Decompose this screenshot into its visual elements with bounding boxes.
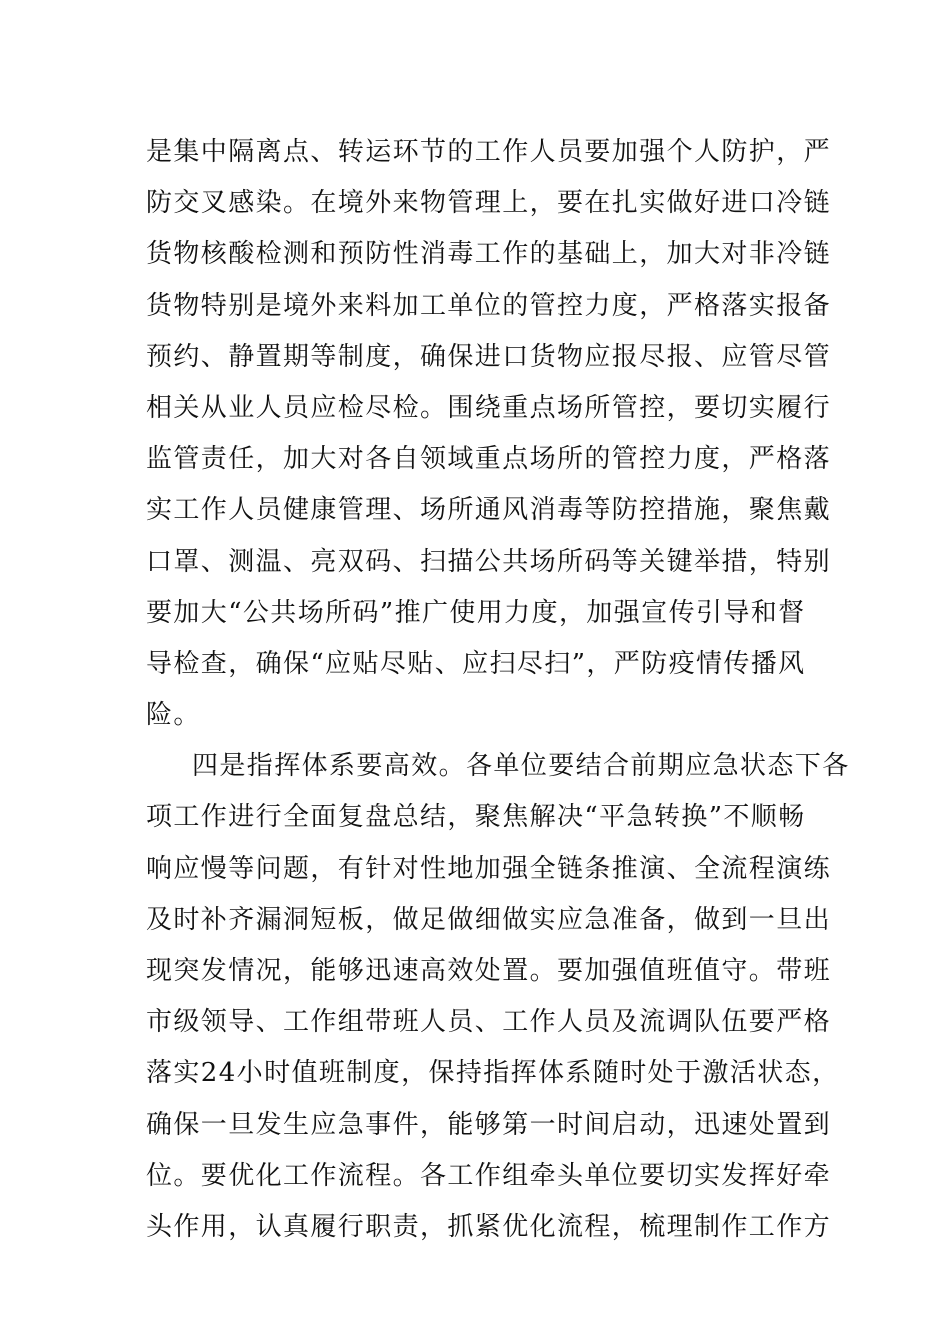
paragraph-start-line: 四是指挥体系要高效。各单位要结合前期应急状态下各: [192, 751, 850, 782]
text-line: 项工作进行全面复盘总结，聚焦解决“平急转换”不顺畅: [146, 802, 806, 833]
text-line: 响应慢等问题，有针对性地加强全链条推演、全流程演练: [146, 853, 832, 884]
text-line: 及时补齐漏洞短板，做足做细做实应急准备，做到一旦出: [146, 904, 832, 935]
text-line: 位。要优化工作流程。各工作组牵头单位要切实发挥好牵: [146, 1160, 832, 1191]
text-line: 是集中隔离点、转运环节的工作人员要加强个人防护，严: [146, 137, 832, 167]
body-text: [146, 127, 850, 1253]
text-line: 监管责任，加大对各自领域重点场所的管控力度，严格落: [146, 444, 832, 475]
text-line: 险。: [146, 700, 201, 731]
text-line: 现突发情况，能够迅速高效处置。要加强值班值守。带班: [146, 956, 832, 986]
text-line: 实工作人员健康管理、场所通风消毒等防控措施，聚焦戴: [146, 495, 832, 526]
text-line: 货物核酸检测和预防性消毒工作的基础上，加大对非冷链: [146, 239, 832, 270]
text-line: 确保一旦发生应急事件，能够第一时间启动，迅速处置到: [146, 1109, 832, 1140]
text-line: 相关从业人员应检尽检。围绕重点场所管控，要切实履行: [146, 392, 832, 423]
text-line: 防交叉感染。在境外来物管理上，要在扎实做好进口冷链: [146, 188, 832, 219]
text-line: 导检查，确保“应贴尽贴、应扫尽扫”，严防疫情传播风: [146, 648, 806, 679]
text-line: 预约、静置期等制度，确保进口货物应报尽报、应管尽管: [146, 341, 832, 372]
text-line: 口罩、测温、亮双码、扫描公共场所码等关键举措，特别: [146, 546, 832, 577]
text-line: 市级领导、工作组带班人员、工作人员及流调队伍要严格: [146, 1007, 832, 1038]
text-line: 头作用，认真履行职责，抓紧优化流程，梳理制作工作方: [146, 1211, 832, 1242]
text-line: 货物特别是境外来料加工单位的管控力度，严格落实报备: [146, 290, 832, 321]
text-line: 要加大“公共场所码”推广使用力度，加强宣传引导和督: [146, 597, 806, 628]
text-line: 落实24小时值班制度，保持指挥体系随时处于激活状态，: [146, 1058, 840, 1089]
